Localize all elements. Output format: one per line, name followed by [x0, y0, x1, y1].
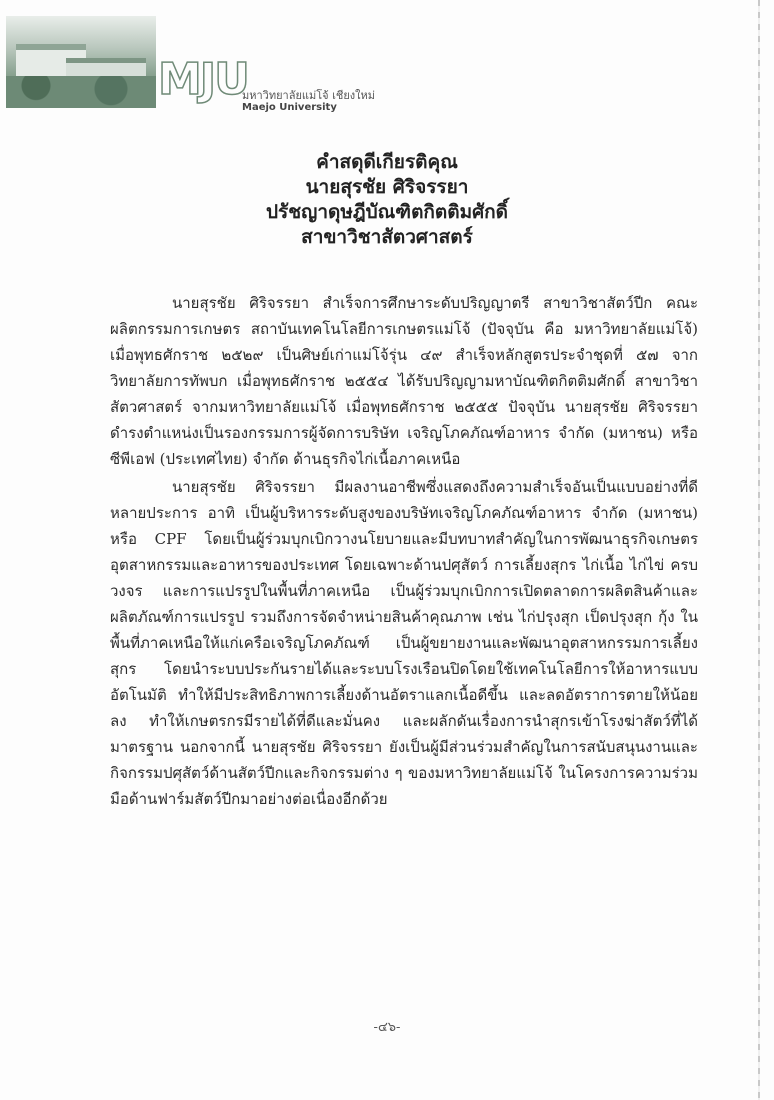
university-name-english: Maejo University — [242, 102, 337, 113]
field-of-study: สาขาวิชาสัตวศาสตร์ — [301, 226, 473, 248]
paragraph-education: นายสุรชัย ศิริจรรยา สำเร็จการศึกษาระดับปริญญาตรี สาขาวิชาสัตว์ปีก คณะผลิตกรรมการเกษตร สถาบันเทคโนโลยีการเกษตรแม่โจ้ (ปัจจุบัน คือ มหาวิทยาลัยแม่โจ้) เมื่อพุทธศักราช ๒๕๒๙ เป็นศิษย์เก่าแม่โจ้รุ่น ๔๙ สำเร็จหลักสูตรประจำชุดที่ ๕๗ จากวิทยาลัยการทัพบก เมื่อพุทธศักราช ๒๕๕๔ ได้รับปริญญามหาบัณฑิตกิตติมศักดิ์ สาขาวิชาสัตวศาสตร์ จากมหาวิทยาลัยแม่โจ้ เมื่อพุทธศักราช ๒๕๕๕ ปัจจุบัน นายสุรชัย ศิริจรรยา ดำรงตำแหน่งเป็นรองกรรมการผู้จัดการบริษัท เจริญโภคภัณฑ์อาหาร จำกัด (มหาชน) หรือ ซีพีเอฟ (ประเทศไทย) จำกัด ด้านธุรกิจไก่เนื้อภาคเหนือ — [110, 294, 698, 468]
honoree-name: นายสุรชัย ศิริจรรยา — [305, 176, 469, 198]
campus-photo — [6, 16, 156, 108]
citation-body — [110, 290, 698, 814]
document-title: คำสดุดีเกียรติคุณ — [316, 151, 458, 173]
degree-title: ปรัชญาดุษฎีบัณฑิตกิตติมศักดิ์ — [265, 201, 509, 223]
page-number: -๔๖- — [373, 1020, 401, 1035]
paragraph-achievements: นายสุรชัย ศิริจรรยา มีผลงานอาชีพซึ่งแสดงถึงความสำเร็จอันเป็นแบบอย่างที่ดีหลายประการ อาทิ เป็นผู้บริหารระดับสูงของบริษัทเจริญโภคภัณฑ์อาหาร จำกัด (มหาชน) หรือ CPF โดยเป็นผู้ร่วมบุกเบิกวางนโยบายและมีบทบาทสำคัญในการพัฒนาธุรกิจเกษตร อุตสาหกรรมและอาหารของประเทศ โดยเฉพาะด้านปศุสัตว์ การเลี้ยงสุกร ไก่เนื้อ ไก่ไข่ ครบวงจร และการแปรรูปในพื้นที่ภาคเหนือ เป็นผู้ร่วมบุกเบิกการเปิดตลาดการผลิตสินค้าและผลิตภัณฑ์การแปรรูป รวมถึงการจัดจำหน่ายสินค้าคุณภาพ เช่น ไก่ปรุงสุก เป็ดปรุงสุก กุ้ง ในพื้นที่ภาคเหนือให้แก่เครือเจริญโภคภัณฑ์ เป็นผู้ขยายงานและพัฒนาอุตสาหกรรมการเลี้ยงสุกร โดยนำระบบประกันรายได้และระบบโรงเรือนปิดโดยใช้เทคโนโลยีการให้อาหารแบบอัตโนมัติ ทำให้มีประสิทธิภาพการเลี้ยงด้านอัตราแลกเนื้อดีขึ้น และลดอัตราการตายให้น้อยลง ทำให้เกษตรกรมีรายได้ที่ดีและมั่นคง และผลักดันเรื่องการนำสุกรเข้าโรงฆ่าสัตว์ที่ได้มาตรฐาน นอกจากนี้ นายสุรชัย ศิริจรรยา ยังเป็นผู้มีส่วนร่วมสำคัญในการสนับสนุนงานและกิจกรรมปศุสัตว์ด้านสัตว์ปีกและกิจกรรมต่าง ๆ ของมหาวิทยาลัยแม่โจ้ ในโครงการความร่วมมือด้านฟาร์มสัตว์ปีกมาอย่างต่อเนื่องอีกด้วย — [110, 478, 698, 808]
title-block — [0, 150, 774, 250]
university-header — [6, 16, 376, 113]
university-logo: MJU — [158, 54, 248, 105]
university-name-thai: มหาวิทยาลัยแม่โจ้ เชียงใหม่ — [242, 89, 376, 102]
trees-shape — [6, 76, 156, 108]
